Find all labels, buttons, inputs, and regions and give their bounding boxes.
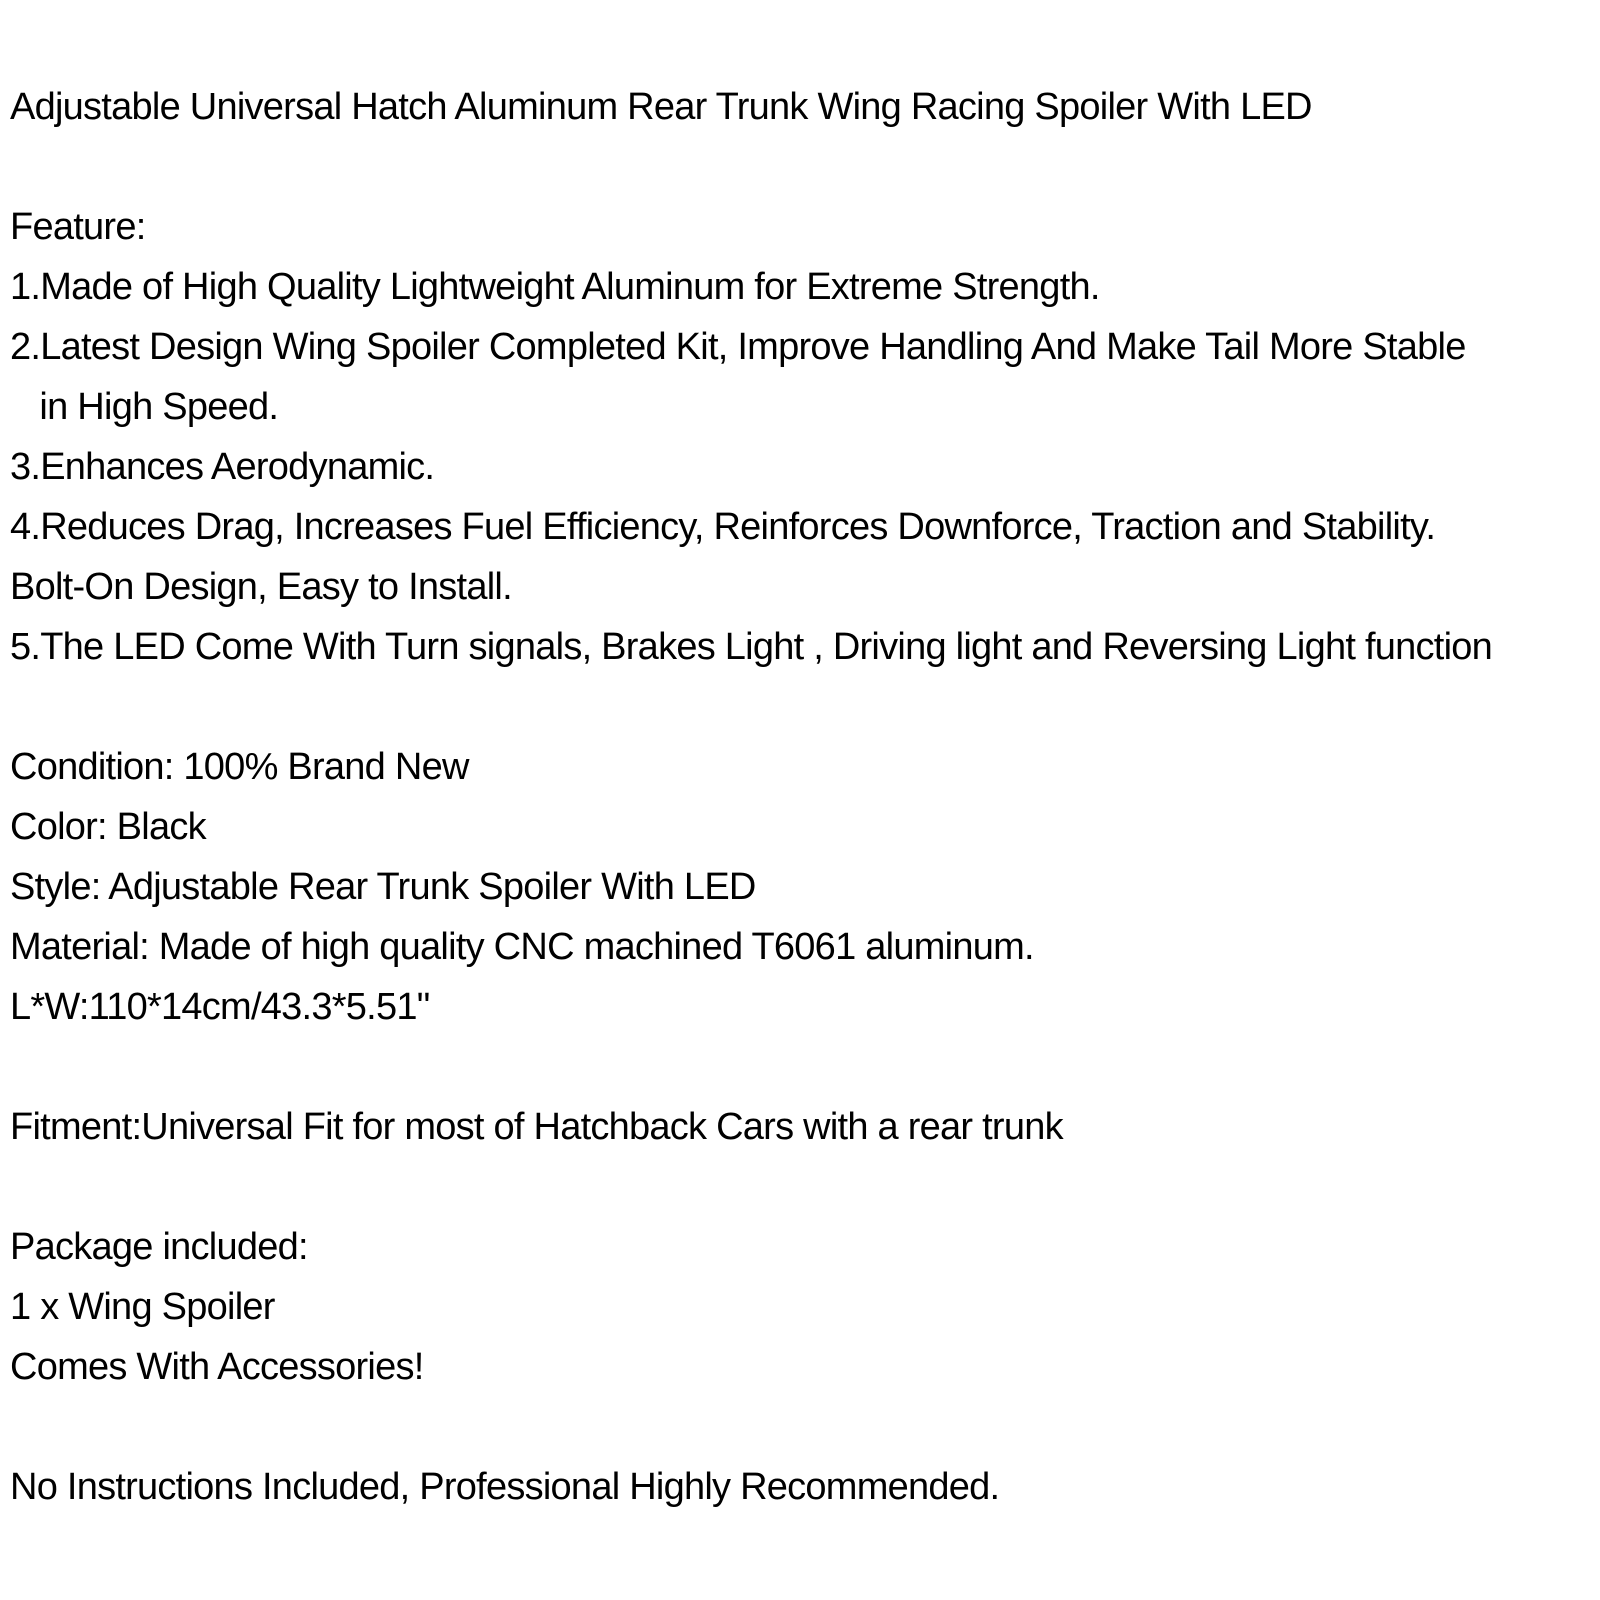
feature-item-4: 4.Reduces Drag, Increases Fuel Efficiency, Reinforces Downforce, Traction and Stability. [10,506,1436,548]
spec-dimensions: L*W:110*14cm/43.3*5.51" [10,986,430,1028]
blank-line [10,677,1594,737]
feature-item-2: 2.Latest Design Wing Spoiler Completed Kit, Improve Handling And Make Tail More Stable [10,326,1466,368]
blank-line [10,1397,1594,1457]
package-item-2: Comes With Accessories! [10,1346,424,1388]
feature-item-3: 3.Enhances Aerodynamic. [10,446,435,488]
feature-item-4-note: Bolt-On Design, Easy to Install. [10,566,512,608]
disclaimer-line: No Instructions Included, Professional Highly Recommended. [10,1466,1000,1508]
blank-line [10,137,1594,197]
spec-material: Material: Made of high quality CNC machined T6061 aluminum. [10,926,1034,968]
package-heading: Package included: [10,1226,308,1268]
product-title: Adjustable Universal Hatch Aluminum Rear Trunk Wing Racing Spoiler With LED [10,86,1312,128]
blank-line [10,1157,1594,1217]
feature-heading: Feature: [10,206,146,248]
feature-item-1: 1.Made of High Quality Lightweight Aluminum for Extreme Strength. [10,266,1100,308]
blank-line [10,1037,1594,1097]
spec-style: Style: Adjustable Rear Trunk Spoiler With LED [10,866,756,908]
fitment-line: Fitment:Universal Fit for most of Hatchback Cars with a rear trunk [10,1106,1063,1148]
spec-condition: Condition: 100% Brand New [10,746,469,788]
feature-item-2-wrap: in High Speed. [10,386,279,428]
package-item-1: 1 x Wing Spoiler [10,1286,275,1328]
spec-color: Color: Black [10,806,206,848]
feature-item-5: 5.The LED Come With Turn signals, Brakes Light , Driving light and Reversing Light function [10,626,1493,668]
